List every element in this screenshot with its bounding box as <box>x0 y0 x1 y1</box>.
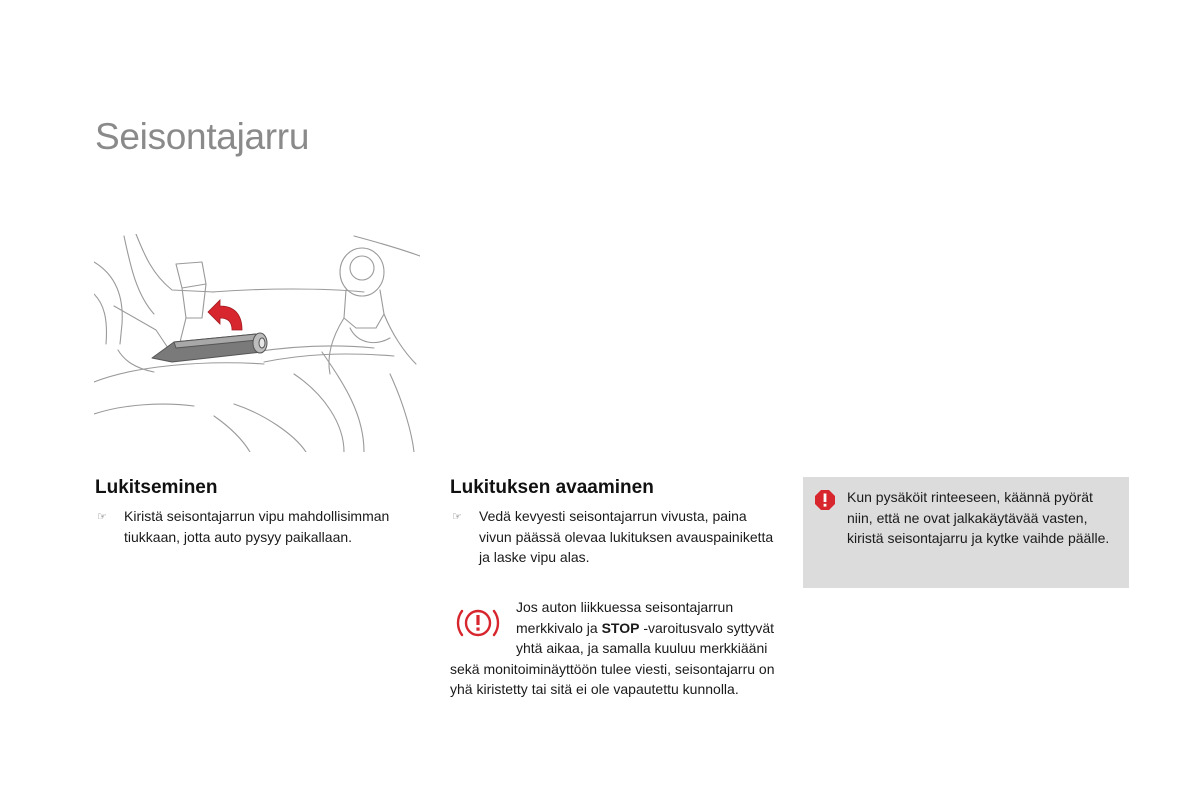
lock-section <box>95 477 430 547</box>
exclamation-warning-icon <box>815 490 835 510</box>
note-box <box>803 477 1129 588</box>
unlock-section <box>450 477 780 568</box>
handbrake-illustration <box>94 234 420 452</box>
stop-label: STOP <box>601 619 640 636</box>
warning-text-part-2: -varoitusvalo syttyvät yhtä aikaa, ja samalla kuuluu merkkiääni sekä monitoiminäyttöön tulee viesti, seisontajarru on yhä kiristetty tai sitä ei ole vapautettu kunnolla. <box>450 619 775 697</box>
warning-block <box>450 597 780 700</box>
unlock-section-title: Lukituksen avaaminen <box>450 477 654 498</box>
pointing-hand-icon: ☞ <box>452 511 462 523</box>
lock-instruction <box>95 506 430 547</box>
page-title: Seisontajarru <box>95 116 310 157</box>
pointing-hand-icon: ☞ <box>97 511 107 523</box>
unlock-instruction-text: Vedä kevyesti seisontajarrun vivusta, paina vivun päässä olevaa lukituksen avauspainiketta ja laske vipu alas. <box>479 508 774 565</box>
parking-brake-warning-icon <box>450 603 510 655</box>
lock-instruction-text: Kiristä seisontajarrun vipu mahdollisimman tiukkaan, jotta auto pysyy paikallaan. <box>124 508 390 545</box>
warning-text-part-1: Jos auton liikkuessa seisontajarrun merkkivalo ja <box>516 599 734 636</box>
unlock-instruction <box>450 506 780 568</box>
note-text: Kun pysäköit rinteeseen, käännä pyörät niin, että ne ovat jalkakäytävää vasten, kiristä seisontajarru ja kytke vaihde päälle. <box>847 489 1110 546</box>
lock-section-title: Lukitseminen <box>95 477 218 498</box>
